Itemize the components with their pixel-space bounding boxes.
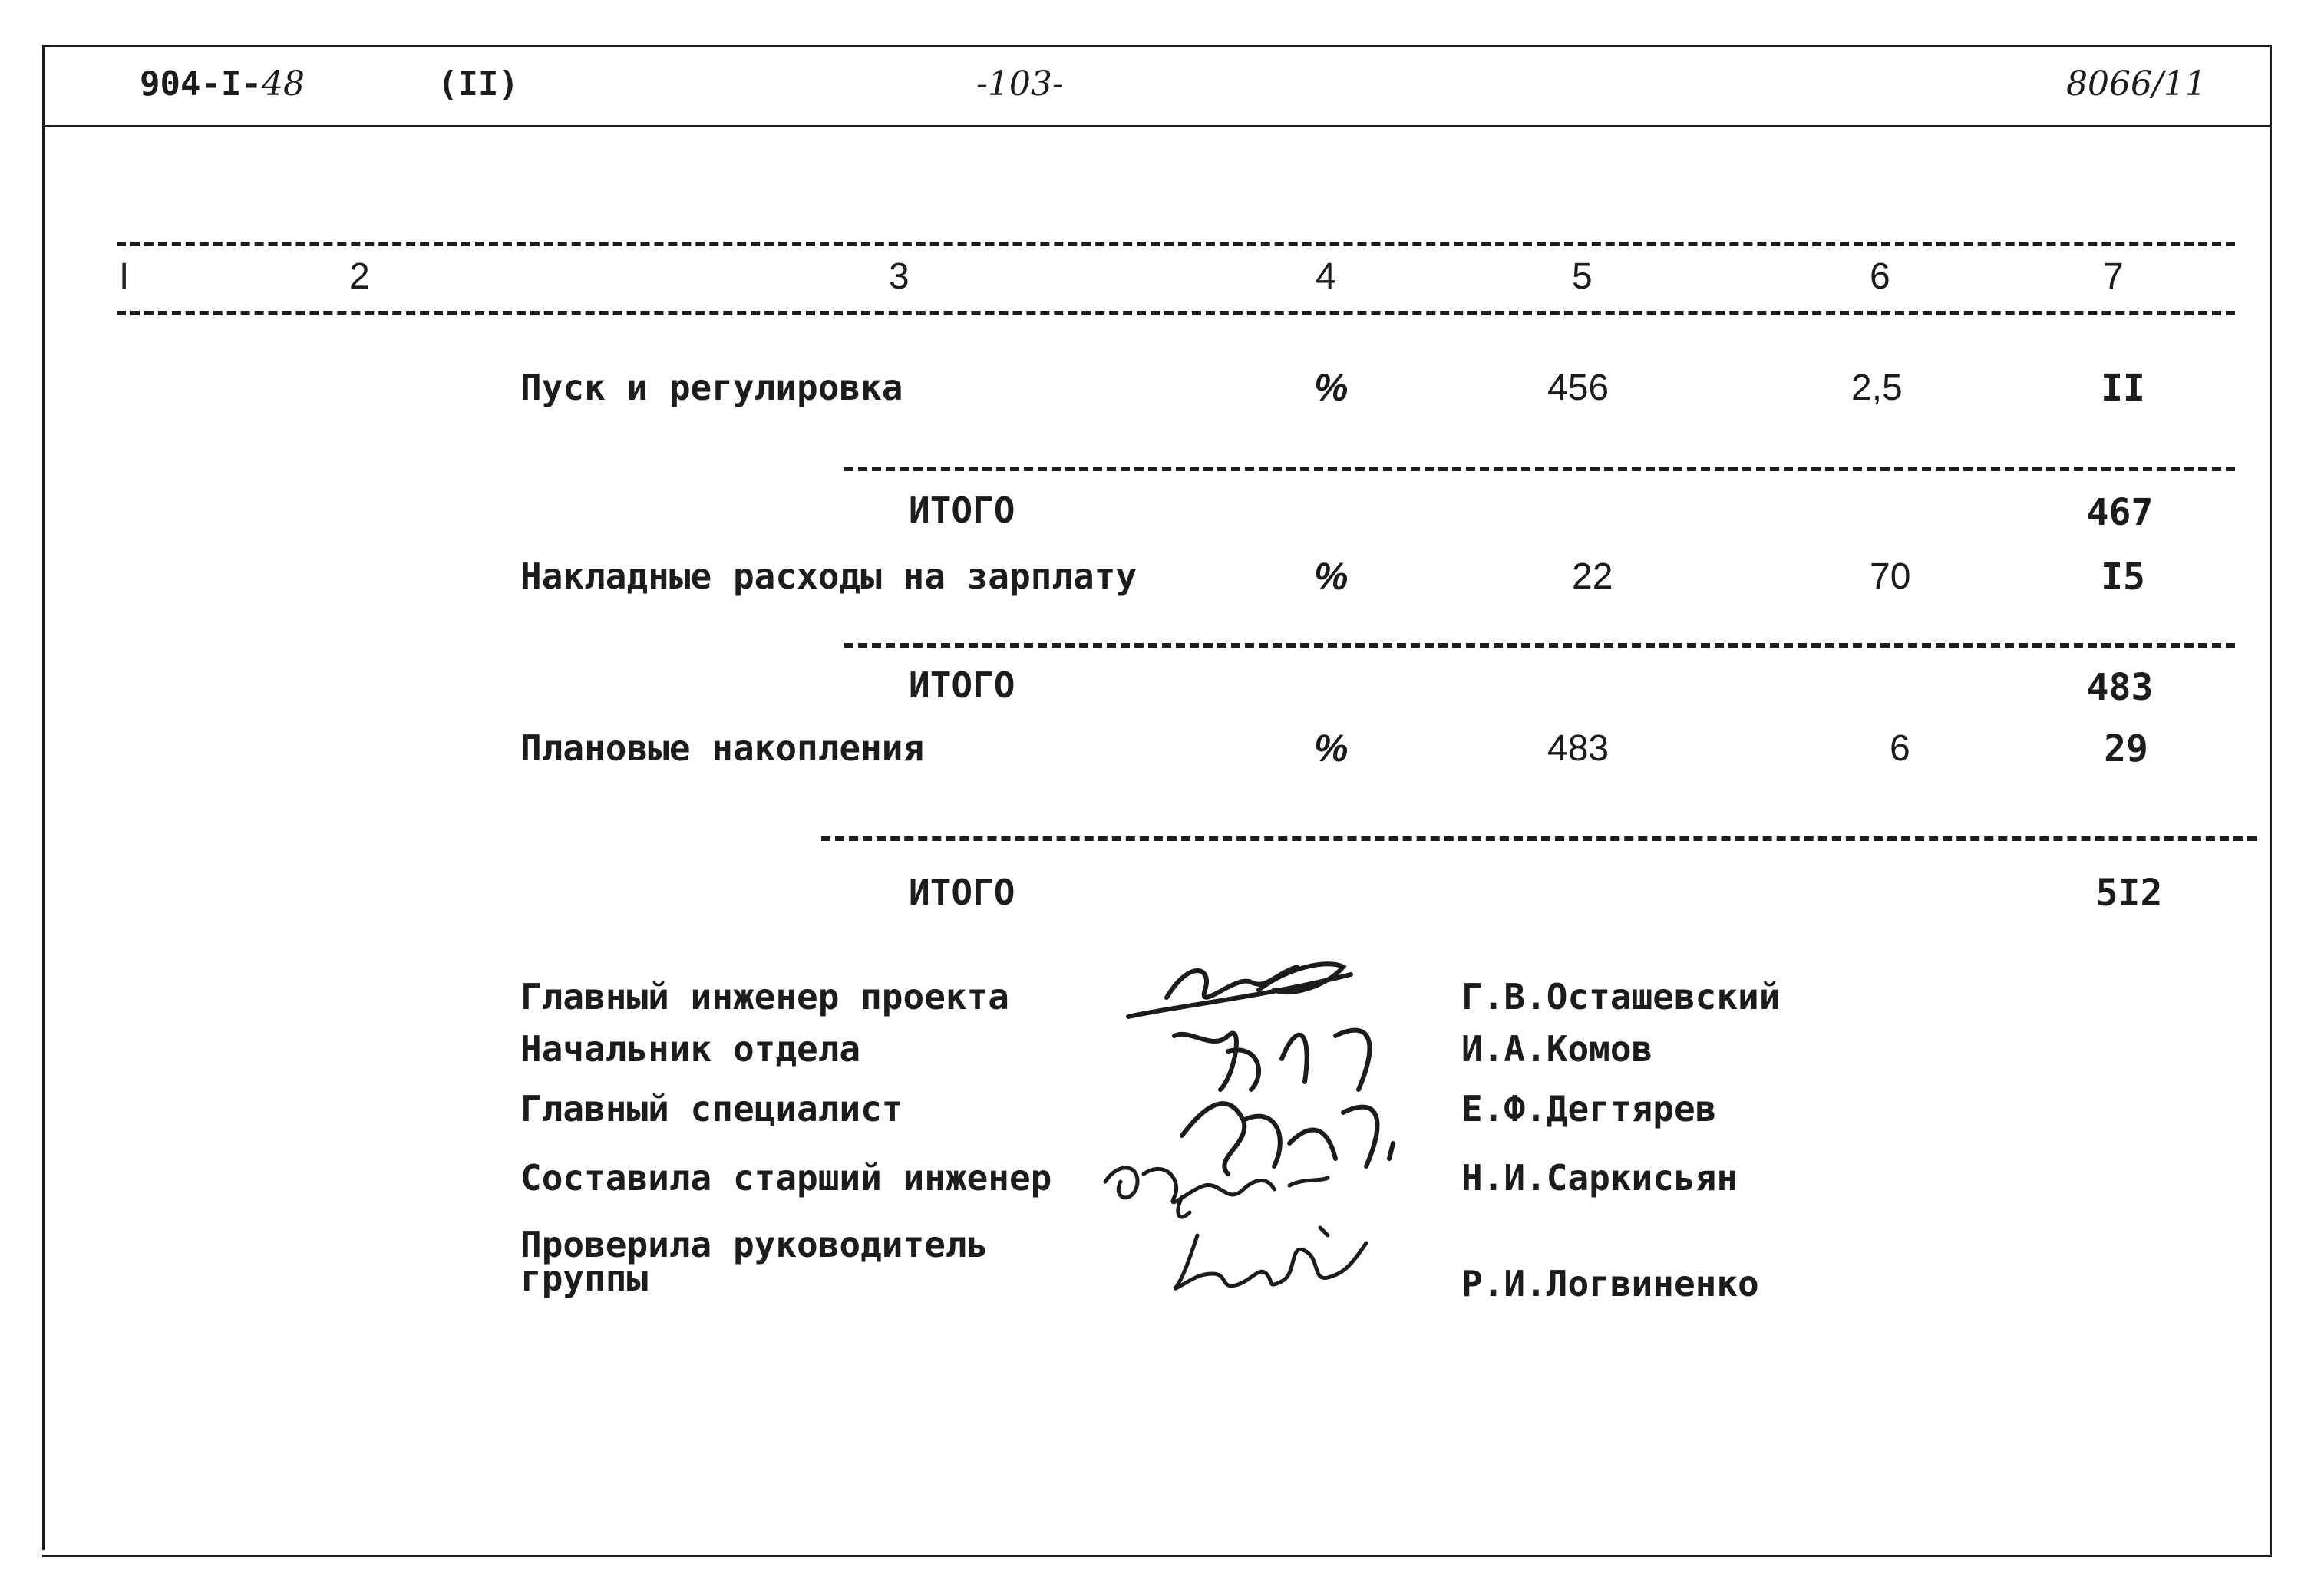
- signatory-name: Н.И.Саркисьян: [1461, 1157, 1738, 1199]
- column-7: 7: [2103, 256, 2124, 297]
- grand-total-value: 5I2: [2095, 872, 2163, 915]
- column-4: 4: [1316, 256, 1336, 297]
- row-col7: 29: [2104, 727, 2148, 770]
- column-header-rule-bottom: [117, 311, 2235, 315]
- subtotal-rule: [821, 836, 2257, 841]
- signature-5: [1167, 1220, 1382, 1304]
- grand-total-label: ИТОГО: [909, 872, 1015, 913]
- subtotal-rule: [844, 643, 2235, 648]
- row-name: Пуск и регулировка: [520, 367, 903, 408]
- doc-series: [140, 64, 305, 104]
- column-1: I: [119, 256, 130, 297]
- signatory-title: Главный инженер проекта: [520, 976, 1009, 1017]
- row-unit: %: [1314, 366, 1349, 409]
- frame-bottom: [42, 1555, 2272, 1557]
- subtotal-rule: [844, 467, 2235, 471]
- frame-top: [42, 45, 2272, 47]
- total-value: 467: [2086, 491, 2154, 534]
- column-3: 3: [889, 256, 910, 297]
- column-header-rule-top: [117, 242, 2235, 246]
- frame-header-rule: [42, 125, 2272, 127]
- signatory-title: Начальник отдела: [520, 1028, 861, 1070]
- column-5: 5: [1572, 256, 1593, 297]
- signatory-name: Г.В.Осташевский: [1461, 976, 1781, 1017]
- column-6: 6: [1870, 256, 1890, 297]
- signatory-name: Р.И.Логвиненко: [1461, 1263, 1759, 1304]
- row-col6: 70: [1870, 556, 1911, 597]
- row-col6: 6: [1890, 728, 1910, 769]
- row-col7: II: [2101, 367, 2145, 410]
- row-col5: 456: [1547, 368, 1609, 408]
- sheet-number: 8066/11: [2066, 64, 2207, 104]
- total-label: ИТОГО: [909, 490, 1015, 531]
- row-name: Накладные расходы на зарплату: [520, 556, 1137, 597]
- row-name: Плановые накопления: [520, 727, 925, 769]
- row-unit: %: [1314, 555, 1349, 598]
- signatory-title: Главный специалист: [520, 1088, 903, 1129]
- row-col7: I5: [2101, 556, 2145, 598]
- frame-right: [2270, 45, 2272, 1556]
- frame-left: [42, 45, 45, 1550]
- signatory-title-line: Проверила руководитель: [520, 1224, 989, 1265]
- signatory-name: И.А.Комов: [1461, 1028, 1653, 1070]
- total-value: 483: [2086, 666, 2154, 709]
- doc-part: (II): [437, 64, 519, 104]
- column-2: 2: [349, 256, 370, 297]
- signatory-title: [520, 1224, 989, 1299]
- signatory-name: Е.Ф.Дегтярев: [1461, 1088, 1717, 1129]
- row-col5: 483: [1547, 728, 1609, 769]
- signature-4: [1090, 1143, 1335, 1228]
- row-col5: 22: [1572, 556, 1613, 597]
- total-label: ИТОГО: [909, 664, 1015, 706]
- row-col6: 2,5: [1851, 368, 1903, 408]
- page-number: -103-: [976, 64, 1064, 104]
- doc-series-prefix: 904-I-: [140, 64, 262, 104]
- signatory-title: Составила старший инженер: [520, 1157, 1052, 1199]
- row-unit: %: [1314, 727, 1349, 770]
- signatory-title-line: группы: [520, 1258, 649, 1299]
- doc-series-number: 48: [261, 64, 305, 104]
